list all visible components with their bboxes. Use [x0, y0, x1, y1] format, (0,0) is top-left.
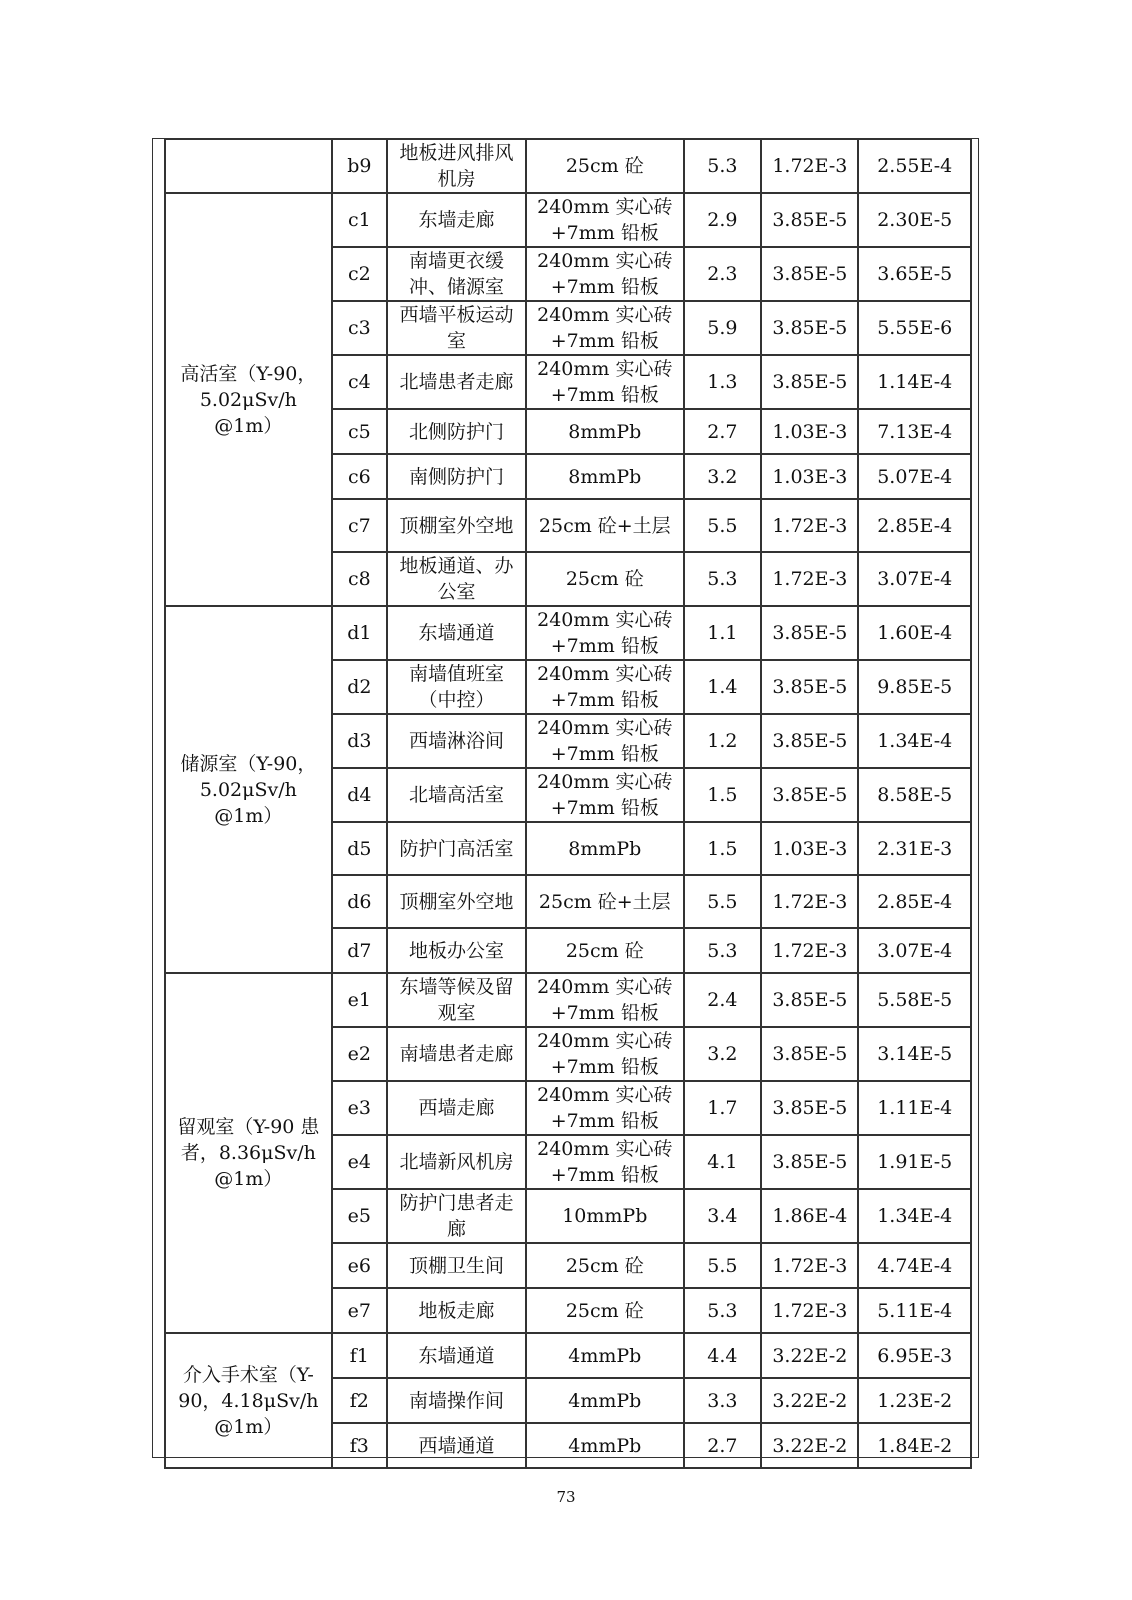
factor-cell: 3.85E-5 — [761, 355, 858, 409]
shielding-cell: 240mm 实心砖 +7mm 铅板 — [526, 1081, 684, 1135]
location-cell: 西墙通道 — [387, 1423, 526, 1468]
point-id-cell: f3 — [332, 1423, 387, 1468]
dose-cell: 6.95E-3 — [858, 1333, 971, 1378]
point-id-cell: e6 — [332, 1243, 387, 1288]
factor-cell: 1.72E-3 — [761, 875, 858, 928]
factor-cell: 1.72E-3 — [761, 1288, 858, 1333]
dose-cell: 4.74E-4 — [858, 1243, 971, 1288]
shielding-cell: 25cm 砼 — [526, 1288, 684, 1333]
point-id-cell: e2 — [332, 1027, 387, 1081]
distance-cell: 5.5 — [684, 875, 762, 928]
dose-cell: 3.14E-5 — [858, 1027, 971, 1081]
factor-cell: 1.72E-3 — [761, 552, 858, 606]
point-id-cell: c4 — [332, 355, 387, 409]
location-cell: 南墙值班室（中控） — [387, 660, 526, 714]
dose-cell: 3.07E-4 — [858, 928, 971, 973]
point-id-cell: b9 — [332, 139, 387, 193]
point-id-cell: e3 — [332, 1081, 387, 1135]
dose-cell: 1.14E-4 — [858, 355, 971, 409]
factor-cell: 1.72E-3 — [761, 499, 858, 552]
shielding-cell: 25cm 砼 — [526, 1243, 684, 1288]
point-id-cell: e1 — [332, 973, 387, 1027]
factor-cell: 3.85E-5 — [761, 606, 858, 660]
shielding-cell: 10mmPb — [526, 1189, 684, 1243]
factor-cell: 3.22E-2 — [761, 1333, 858, 1378]
location-cell: 南墙操作间 — [387, 1378, 526, 1423]
group-label-cell — [165, 139, 332, 193]
dose-cell: 5.07E-4 — [858, 454, 971, 499]
distance-cell: 5.3 — [684, 928, 762, 973]
point-id-cell: c1 — [332, 193, 387, 247]
dose-cell: 1.34E-4 — [858, 1189, 971, 1243]
location-cell: 东墙等候及留观室 — [387, 973, 526, 1027]
distance-cell: 5.5 — [684, 499, 762, 552]
location-cell: 东墙通道 — [387, 1333, 526, 1378]
factor-cell: 3.85E-5 — [761, 301, 858, 355]
factor-cell: 3.85E-5 — [761, 1027, 858, 1081]
location-cell: 南墙更衣缓冲、储源室 — [387, 247, 526, 301]
location-cell: 顶棚卫生间 — [387, 1243, 526, 1288]
factor-cell: 1.03E-3 — [761, 454, 858, 499]
location-cell: 地板进风排风机房 — [387, 139, 526, 193]
point-id-cell: c7 — [332, 499, 387, 552]
dose-cell: 2.31E-3 — [858, 822, 971, 875]
location-cell: 北墙高活室 — [387, 768, 526, 822]
dose-cell: 1.23E-2 — [858, 1378, 971, 1423]
distance-cell: 2.9 — [684, 193, 762, 247]
dose-cell: 5.55E-6 — [858, 301, 971, 355]
dose-cell: 1.60E-4 — [858, 606, 971, 660]
dose-cell: 5.11E-4 — [858, 1288, 971, 1333]
location-cell: 西墙淋浴间 — [387, 714, 526, 768]
distance-cell: 1.4 — [684, 660, 762, 714]
table-row — [165, 193, 971, 247]
location-cell: 西墙走廊 — [387, 1081, 526, 1135]
dose-cell: 2.55E-4 — [858, 139, 971, 193]
dose-cell: 1.34E-4 — [858, 714, 971, 768]
shielding-cell: 8mmPb — [526, 454, 684, 499]
distance-cell: 1.5 — [684, 822, 762, 875]
factor-cell: 3.85E-5 — [761, 660, 858, 714]
point-id-cell: d6 — [332, 875, 387, 928]
point-id-cell: c3 — [332, 301, 387, 355]
shielding-cell: 240mm 实心砖 +7mm 铅板 — [526, 768, 684, 822]
table-body — [165, 139, 971, 1468]
factor-cell: 3.22E-2 — [761, 1423, 858, 1468]
point-id-cell: f2 — [332, 1378, 387, 1423]
dose-cell: 1.11E-4 — [858, 1081, 971, 1135]
location-cell: 东墙通道 — [387, 606, 526, 660]
location-cell: 北侧防护门 — [387, 409, 526, 454]
table-row — [165, 139, 971, 193]
distance-cell: 5.3 — [684, 1288, 762, 1333]
factor-cell: 3.85E-5 — [761, 973, 858, 1027]
dose-cell: 1.91E-5 — [858, 1135, 971, 1189]
distance-cell: 3.2 — [684, 1027, 762, 1081]
distance-cell: 5.5 — [684, 1243, 762, 1288]
shielding-cell: 240mm 实心砖 +7mm 铅板 — [526, 193, 684, 247]
point-id-cell: d7 — [332, 928, 387, 973]
distance-cell: 4.4 — [684, 1333, 762, 1378]
shielding-cell: 4mmPb — [526, 1423, 684, 1468]
group-label-cell: 储源室（Y-90，5.02μSv/h @1m） — [165, 606, 332, 973]
location-cell: 地板通道、办公室 — [387, 552, 526, 606]
distance-cell: 2.3 — [684, 247, 762, 301]
dose-cell: 8.58E-5 — [858, 768, 971, 822]
location-cell: 南侧防护门 — [387, 454, 526, 499]
location-cell: 地板办公室 — [387, 928, 526, 973]
factor-cell: 3.85E-5 — [761, 247, 858, 301]
location-cell: 西墙平板运动室 — [387, 301, 526, 355]
shielding-cell: 25cm 砼 — [526, 552, 684, 606]
factor-cell: 3.85E-5 — [761, 193, 858, 247]
shielding-dose-table — [164, 138, 972, 1469]
factor-cell: 3.22E-2 — [761, 1378, 858, 1423]
dose-cell: 5.58E-5 — [858, 973, 971, 1027]
location-cell: 北墙患者走廊 — [387, 355, 526, 409]
location-cell: 顶棚室外空地 — [387, 875, 526, 928]
factor-cell: 1.86E-4 — [761, 1189, 858, 1243]
shielding-cell: 240mm 实心砖 +7mm 铅板 — [526, 1027, 684, 1081]
distance-cell: 1.1 — [684, 606, 762, 660]
point-id-cell: e5 — [332, 1189, 387, 1243]
distance-cell: 1.2 — [684, 714, 762, 768]
shielding-cell: 240mm 实心砖 +7mm 铅板 — [526, 660, 684, 714]
shielding-cell: 25cm 砼+土层 — [526, 499, 684, 552]
location-cell: 地板走廊 — [387, 1288, 526, 1333]
point-id-cell: d3 — [332, 714, 387, 768]
distance-cell: 3.3 — [684, 1378, 762, 1423]
location-cell: 防护门患者走廊 — [387, 1189, 526, 1243]
distance-cell: 2.7 — [684, 1423, 762, 1468]
distance-cell: 5.3 — [684, 139, 762, 193]
distance-cell: 3.2 — [684, 454, 762, 499]
factor-cell: 1.72E-3 — [761, 139, 858, 193]
shielding-cell: 25cm 砼+土层 — [526, 875, 684, 928]
point-id-cell: d4 — [332, 768, 387, 822]
shielding-cell: 240mm 实心砖 +7mm 铅板 — [526, 355, 684, 409]
page-number: 73 — [556, 1488, 576, 1506]
point-id-cell: c6 — [332, 454, 387, 499]
shielding-cell: 4mmPb — [526, 1378, 684, 1423]
distance-cell: 5.9 — [684, 301, 762, 355]
dose-cell: 7.13E-4 — [858, 409, 971, 454]
point-id-cell: c2 — [332, 247, 387, 301]
shielding-cell: 240mm 实心砖 +7mm 铅板 — [526, 606, 684, 660]
factor-cell: 3.85E-5 — [761, 1135, 858, 1189]
shielding-cell: 8mmPb — [526, 409, 684, 454]
distance-cell: 3.4 — [684, 1189, 762, 1243]
shielding-cell: 240mm 实心砖 +7mm 铅板 — [526, 247, 684, 301]
dose-cell: 9.85E-5 — [858, 660, 971, 714]
point-id-cell: e4 — [332, 1135, 387, 1189]
shielding-cell: 240mm 实心砖 +7mm 铅板 — [526, 714, 684, 768]
distance-cell: 2.4 — [684, 973, 762, 1027]
factor-cell: 3.85E-5 — [761, 1081, 858, 1135]
distance-cell: 5.3 — [684, 552, 762, 606]
point-id-cell: d2 — [332, 660, 387, 714]
location-cell: 南墙患者走廊 — [387, 1027, 526, 1081]
shielding-cell: 240mm 实心砖 +7mm 铅板 — [526, 1135, 684, 1189]
location-cell: 防护门高活室 — [387, 822, 526, 875]
group-label-cell: 高活室（Y-90，5.02μSv/h @1m） — [165, 193, 332, 606]
distance-cell: 4.1 — [684, 1135, 762, 1189]
distance-cell: 1.7 — [684, 1081, 762, 1135]
shielding-cell: 25cm 砼 — [526, 139, 684, 193]
factor-cell: 3.85E-5 — [761, 714, 858, 768]
dose-cell: 3.07E-4 — [858, 552, 971, 606]
dose-cell: 2.85E-4 — [858, 875, 971, 928]
shielding-cell: 4mmPb — [526, 1333, 684, 1378]
point-id-cell: f1 — [332, 1333, 387, 1378]
table-row — [165, 1333, 971, 1378]
dose-cell: 2.30E-5 — [858, 193, 971, 247]
factor-cell: 1.03E-3 — [761, 409, 858, 454]
location-cell: 顶棚室外空地 — [387, 499, 526, 552]
point-id-cell: c5 — [332, 409, 387, 454]
distance-cell: 1.5 — [684, 768, 762, 822]
shielding-cell: 25cm 砼 — [526, 928, 684, 973]
distance-cell: 1.3 — [684, 355, 762, 409]
location-cell: 东墙走廊 — [387, 193, 526, 247]
point-id-cell: e7 — [332, 1288, 387, 1333]
table-row — [165, 606, 971, 660]
factor-cell: 1.72E-3 — [761, 1243, 858, 1288]
distance-cell: 2.7 — [684, 409, 762, 454]
point-id-cell: c8 — [332, 552, 387, 606]
location-cell: 北墙新风机房 — [387, 1135, 526, 1189]
table-row — [165, 973, 971, 1027]
group-label-cell: 留观室（Y-90 患者，8.36μSv/h @1m） — [165, 973, 332, 1333]
dose-cell: 2.85E-4 — [858, 499, 971, 552]
shielding-cell: 8mmPb — [526, 822, 684, 875]
shielding-cell: 240mm 实心砖 +7mm 铅板 — [526, 973, 684, 1027]
factor-cell: 3.85E-5 — [761, 768, 858, 822]
dose-cell: 3.65E-5 — [858, 247, 971, 301]
point-id-cell: d5 — [332, 822, 387, 875]
point-id-cell: d1 — [332, 606, 387, 660]
shielding-cell: 240mm 实心砖 +7mm 铅板 — [526, 301, 684, 355]
factor-cell: 1.72E-3 — [761, 928, 858, 973]
group-label-cell: 介入手术室（Y-90，4.18μSv/h @1m） — [165, 1333, 332, 1468]
factor-cell: 1.03E-3 — [761, 822, 858, 875]
dose-cell: 1.84E-2 — [858, 1423, 971, 1468]
